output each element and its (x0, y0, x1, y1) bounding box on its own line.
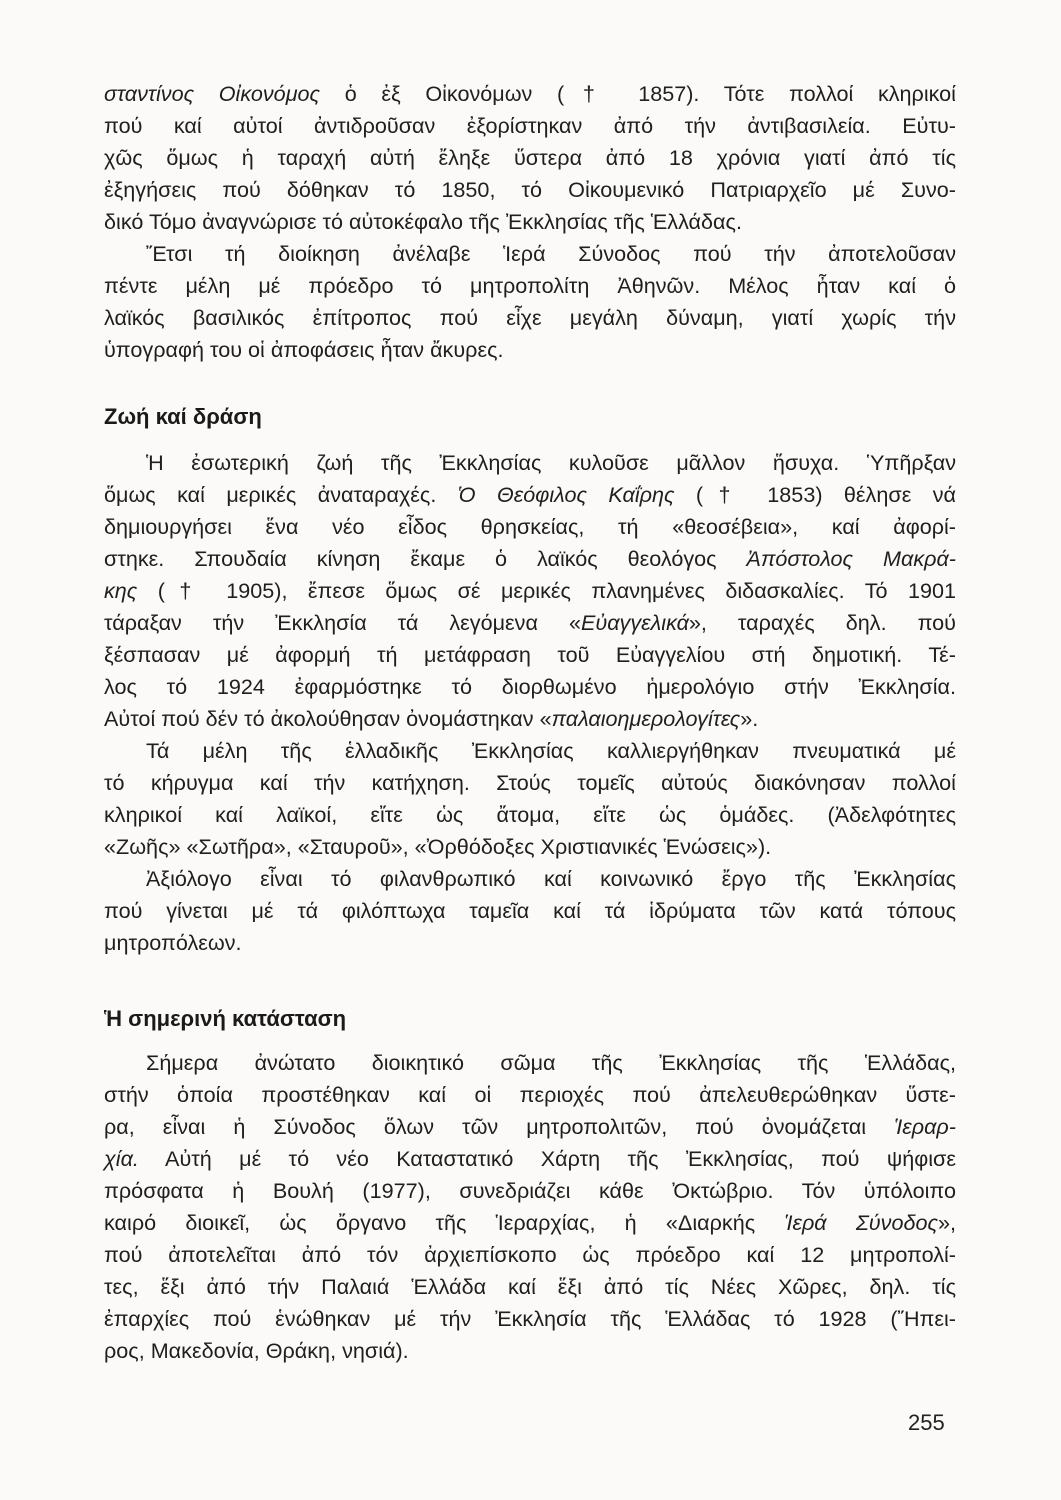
text-line: κης († 1905), ἔπεσε ὅμως σέ μερικές πλανημένες διδασκαλίες. Τό 1901 (104, 578, 956, 603)
page-number: 255 (908, 1410, 945, 1435)
text-line: στήν ὁποία προστέθηκαν καί οἱ περιοχές πού ἀπελευθερώθηκαν ὕστε- (104, 1082, 956, 1107)
section-heading-current-state: Ἡ σημερινή κατάσταση (104, 1006, 347, 1031)
section-heading-life-and-action: Ζωή καί δράση (104, 404, 262, 429)
text-line: καιρό διοικεῖ, ὡς ὄργανο τῆς Ἱεραρχίας, ἡ «Διαρκής Ἱερά Σύνοδος», (104, 1210, 956, 1235)
text-line: ἐξηγήσεις πού δόθηκαν τό 1850, τό Οἰκουμενικό Πατριαρχεῖο μέ Συνο- (104, 177, 956, 202)
text-line: λαϊκός βασιλικός ἐπίτροπος πού εἶχε μεγάλη δύναμη, γιατί χωρίς τήν (104, 305, 956, 330)
section-body-current-state (104, 1047, 956, 1367)
text-line: πού γίνεται μέ τά φιλόπτωχα ταμεῖα καί τά ἱδρύματα τῶν κατά τόπους (104, 898, 956, 923)
text-line: πέντε μέλη μέ πρόεδρο τό μητροπολίτη Ἀθηνῶν. Μέλος ἦταν καί ὁ (104, 273, 956, 298)
text-line: «Ζωῆς» «Σωτῆρα», «Σταυροῦ», «Ὀρθόδοξες Χριστιανικές Ἑνώσεις»). (104, 834, 772, 859)
text-line: τάραξαν τήν Ἐκκλησία τά λεγόμενα «Εὐαγγελικά», ταραχές δηλ. πού (104, 610, 956, 635)
text-line: Αὐτοί πού δέν τό ἀκολούθησαν ὀνομάστηκαν «παλαιοημερολογίτες». (104, 706, 759, 731)
text-line: σταντίνος Οἰκονόμος ὁ ἐξ Οἰκονόμων († 1857). Τότε πολλοί κληρικοί (104, 81, 956, 106)
text-line: τό κήρυγμα καί τήν κατήχηση. Στούς τομεῖς αὐτούς διακόνησαν πολλοί (104, 770, 956, 795)
text-line: ξέσπασαν μέ ἀφορμή τή μετάφραση τοῦ Εὐαγγελίου στή δημοτική. Τέ- (104, 642, 956, 667)
text-line: λος τό 1924 ἐφαρμόστηκε τό διορθωμένο ἡμερολόγιο στήν Ἐκκλησία. (104, 674, 956, 699)
text-line: τες, ἕξι ἀπό τήν Παλαιά Ἑλλάδα καί ἕξι ἀπό τίς Νέες Χῶρες, δηλ. τίς (104, 1274, 956, 1299)
text-line: ἐπαρχίες πού ἑνώθηκαν μέ τήν Ἐκκλησία τῆς Ἑλλάδας τό 1928 (Ἤπει- (104, 1306, 956, 1331)
text-line: δικό Τόμο ἀναγνώρισε τό αὐτοκέφαλο τῆς Ἐκκλησίας τῆς Ἑλλάδας. (104, 209, 742, 234)
text-line: χῶς ὅμως ἡ ταραχή αὐτή ἔληξε ὕστερα ἀπό 18 χρόνια γιατί ἀπό τίς (104, 145, 956, 170)
text-line: Σήμερα ἀνώτατο διοικητικό σῶμα τῆς Ἐκκλησίας τῆς Ἑλλάδας, (146, 1050, 956, 1075)
text-line: πού καί αὐτοί ἀντιδροῦσαν ἐξορίστηκαν ἀπό τήν ἀντιβασιλεία. Εὐτυ- (104, 113, 956, 138)
text-line: ὑπογραφή του οἱ ἀποφάσεις ἦταν ἄκυρες. (104, 337, 504, 362)
text-line: Ἔτσι τή διοίκηση ἀνέλαβε Ἱερά Σύνοδος πού τήν ἀποτελοῦσαν (146, 241, 956, 266)
text-line: στηκε. Σπουδαία κίνηση ἔκαμε ὁ λαϊκός θεολόγος Ἀπόστολος Μακρά- (104, 546, 956, 571)
text-line: ὅμως καί μερικές ἀναταραχές. Ὁ Θεόφιλος Καΐρης († 1853) θέλησε νά (104, 482, 956, 507)
text-line: Τά μέλη τῆς ἑλλαδικῆς Ἐκκλησίας καλλιεργήθηκαν πνευματικά μέ (146, 738, 956, 763)
paragraph-block-intro (104, 78, 956, 366)
text-line: πρόσφατα ἡ Βουλή (1977), συνεδριάζει κάθε Ὀκτώβριο. Τόν ὑπόλοιπο (104, 1178, 956, 1203)
section-body-life-and-action (104, 447, 956, 959)
text-line: κληρικοί καί λαϊκοί, εἴτε ὡς ἄτομα, εἴτε ὡς ὁμάδες. (Ἀδελφότητες (104, 802, 956, 827)
text-line: πού ἀποτελεῖται ἀπό τόν ἀρχιεπίσκοπο ὡς πρόεδρο καί 12 μητροπολί- (104, 1242, 956, 1267)
text-line: ρα, εἶναι ἡ Σύνοδος ὅλων τῶν μητροπολιτῶν, πού ὀνομάζεται Ἱεραρ- (104, 1114, 956, 1139)
text-line: Ἡ ἐσωτερική ζωή τῆς Ἐκκλησίας κυλοῦσε μᾶλλον ἥσυχα. Ὑπῆρξαν (146, 450, 956, 475)
text-line: Ἀξιόλογο εἶναι τό φιλανθρωπικό καί κοινωνικό ἔργο τῆς Ἐκκλησίας (146, 866, 956, 891)
text-line: χία. Αὐτή μέ τό νέο Καταστατικό Χάρτη τῆς Ἐκκλησίας, πού ψήφισε (104, 1146, 956, 1171)
text-line: ρος, Μακεδονία, Θράκη, νησιά). (104, 1338, 409, 1363)
text-line: μητροπόλεων. (104, 930, 242, 955)
text-line: δημιουργήσει ἕνα νέο εἶδος θρησκείας, τή «θεοσέβεια», καί ἀφορί- (104, 514, 956, 539)
